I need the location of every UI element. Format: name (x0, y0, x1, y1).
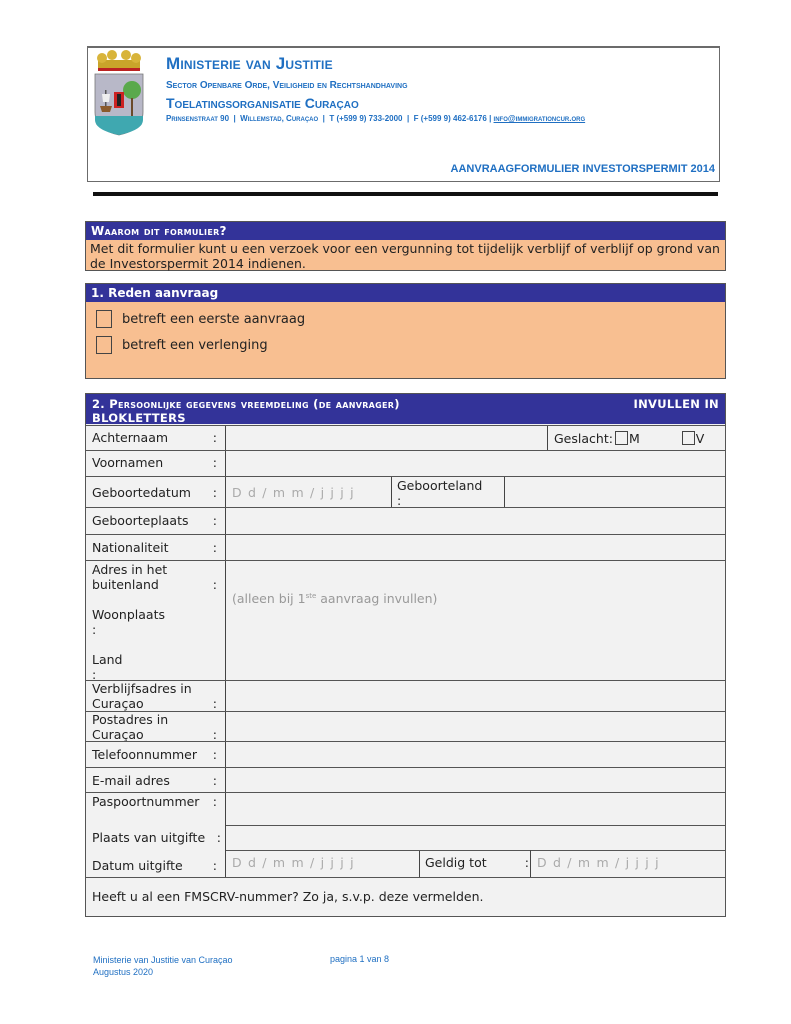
land-label: Land (92, 652, 123, 667)
first-application-checkbox[interactable] (96, 310, 112, 328)
footer (93, 954, 233, 978)
phone: T (+599 9) 733-2000 (329, 114, 403, 123)
verblijfsadres-label-cont: Curaçao (92, 696, 144, 711)
fmscrv-label: Heeft u al een FMSCRV-nummer? Zo ja, s.v.p. deze vermelden. (92, 889, 484, 904)
adres-buitenland-label: Adres in het (92, 562, 168, 577)
row-geboortedatum (86, 476, 725, 507)
colon: : (212, 540, 217, 555)
option-label: betreft een verlenging (122, 337, 268, 353)
nationaliteit-input[interactable] (226, 535, 725, 560)
fax: F (+599 9) 462-6176 (413, 114, 487, 123)
row-adres-buitenland (86, 560, 725, 680)
colon: : (212, 455, 217, 470)
telefoon-label: Telefoonnummer (92, 747, 198, 762)
postadres-input[interactable] (226, 712, 725, 741)
adres-buitenland-input[interactable] (226, 561, 725, 680)
ministry-title: Ministerie van Justitie (166, 54, 333, 73)
separator: | (406, 114, 410, 123)
adres-hint-sup: ste (305, 591, 317, 600)
row-telefoon (86, 741, 725, 767)
datum-uitgifte-label: Datum uitgifte (92, 858, 183, 873)
colon: : (92, 667, 97, 682)
reason-section (85, 283, 726, 379)
geslacht-label: Geslacht: (554, 430, 613, 446)
geboorteplaats-label: Geboorteplaats (92, 513, 189, 528)
adres-buitenland-label-cont: buitenland (92, 577, 159, 592)
page-number: pagina 1 van 8 (330, 954, 390, 964)
geboorteland-input[interactable] (505, 477, 725, 507)
email-input[interactable] (226, 768, 725, 792)
colon: : (212, 513, 217, 528)
form-name: AANVRAAGFORMULIER INVESTORSPERMIT 2014 (450, 163, 715, 175)
voornamen-label: Voornamen (92, 455, 164, 470)
personal-heading (86, 394, 725, 424)
email-label: E-mail adres (92, 773, 170, 788)
adres-hint: (alleen bij 1 (232, 591, 306, 606)
colon: : (216, 830, 221, 845)
row-fmscrv (86, 877, 725, 917)
personal-section (85, 393, 726, 917)
footer-org: Ministerie van Justitie van Curaçao (93, 955, 233, 965)
colon: : (212, 773, 217, 788)
why-heading: Waarom dit formulier? (86, 222, 725, 240)
row-verblijfsadres (86, 680, 725, 711)
paspoort-input[interactable] (226, 793, 725, 825)
footer-date: Augustus 2020 (93, 967, 154, 977)
voornamen-input[interactable] (226, 451, 725, 476)
colon: : (92, 622, 97, 637)
geldig-tot-input[interactable]: D d / m m / j j j j (531, 850, 725, 877)
personal-heading-note-cont: BLOKLETTERS (92, 411, 186, 425)
plaats-uitgifte-input[interactable] (226, 825, 725, 850)
geboorteplaats-input[interactable] (226, 508, 725, 534)
row-plaats-uitgifte (86, 825, 725, 850)
woonplaats-label: Woonplaats (92, 607, 165, 622)
gender-m-checkbox[interactable] (615, 431, 628, 445)
why-section (85, 221, 726, 271)
achternaam-input[interactable] (226, 426, 547, 450)
organisation-name: Toelatingsorganisatie Curaçao (166, 95, 359, 111)
separator: | (322, 114, 325, 123)
row-geboorteplaats (86, 507, 725, 534)
contact-line (166, 114, 585, 123)
letterhead (87, 46, 720, 182)
row-email (86, 767, 725, 792)
city: Willemstad, Curaçao (240, 114, 319, 123)
colon: : (212, 577, 217, 592)
colon: : (212, 430, 217, 445)
achternaam-label: Achternaam (92, 430, 169, 445)
personal-heading-title: 2. Persoonlijke gegevens vreemdeling (de aanvrager) (92, 397, 400, 411)
row-voornamen (86, 450, 725, 476)
gender-v-label: V (695, 430, 705, 446)
gender-field (547, 426, 725, 450)
colon: : (397, 493, 402, 508)
verblijfsadres-label: Verblijfsadres in (92, 681, 192, 696)
colon: : (524, 855, 529, 870)
plaats-uitgifte-label: Plaats van uitgifte (92, 830, 206, 845)
why-body: Met dit formulier kunt u een verzoek voor een vergunning tot tijdelijk verblijf of verblijf op grond van de Investorspermit 2014 indienen. (90, 241, 720, 271)
geldig-tot-label: Geldig tot (425, 855, 487, 870)
colon: : (212, 858, 217, 873)
row-paspoort (86, 792, 725, 825)
colon: : (212, 485, 217, 500)
personal-heading-note: INVULLEN IN (633, 397, 719, 411)
option-first-application[interactable] (96, 310, 725, 328)
nationaliteit-label: Nationaliteit (92, 540, 169, 555)
row-postadres (86, 711, 725, 741)
datum-uitgifte-input[interactable]: D d / m m / j j j j (226, 850, 420, 877)
separator: | (233, 114, 236, 123)
gender-v-checkbox[interactable] (682, 431, 695, 445)
adres-hint-cont: aanvraag invullen) (316, 591, 438, 606)
geboortedatum-label: Geboortedatum (92, 485, 191, 500)
postadres-label-cont: Curaçao (92, 727, 144, 742)
gender-m-label: M (628, 430, 640, 446)
colon: : (212, 696, 217, 711)
coat-of-arms-icon (90, 50, 148, 136)
colon: : (212, 747, 217, 762)
row-achternaam (86, 425, 725, 450)
telefoon-input[interactable] (226, 742, 725, 767)
postadres-label: Postadres in (92, 712, 169, 727)
geboortedatum-input[interactable]: D d / m m / j j j j (232, 485, 355, 500)
row-datum-uitgifte (86, 850, 725, 877)
option-label: betreft een eerste aanvraag (122, 311, 306, 327)
divider (93, 192, 718, 196)
paspoort-label: Paspoortnummer (92, 794, 200, 809)
geboorteland-label: Geboorteland (397, 478, 483, 493)
reason-heading: 1. Reden aanvraag (86, 284, 725, 302)
row-nationaliteit (86, 534, 725, 560)
address: Prinsenstraat 90 (166, 114, 230, 123)
colon: : (212, 794, 217, 809)
verblijfsadres-input[interactable] (226, 681, 725, 711)
colon: : (212, 727, 217, 742)
email-link[interactable]: info@immigrationcur.org (493, 114, 586, 123)
separator: | (489, 114, 492, 123)
sector-name: Sector Openbare Orde, Veiligheid en Rechtshandhaving (166, 80, 408, 91)
extension-checkbox[interactable] (96, 336, 112, 354)
option-extension[interactable] (96, 336, 725, 354)
